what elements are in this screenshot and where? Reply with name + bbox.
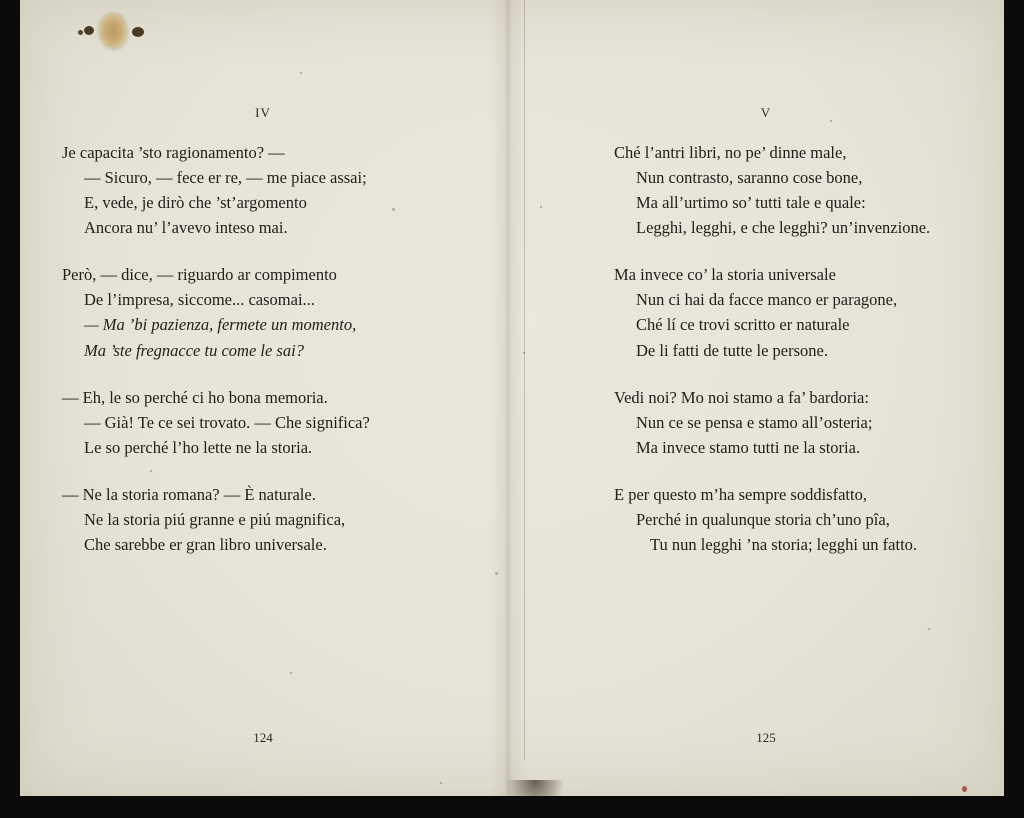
verse-body-right [614, 140, 1004, 579]
verse-line: Ne la storia piú granne e piú magnifica, [84, 509, 346, 529]
verse-line: Legghi, legghi, e che legghi? un’invenzione. [636, 218, 931, 238]
page-number-right: 125 [756, 730, 776, 745]
verse-body-left [62, 140, 492, 579]
stanza [614, 385, 1004, 460]
stanza [62, 385, 492, 460]
verse-line: Però, — dice, — riguardo ar compimento [62, 265, 337, 285]
verse-line: Ancora nu’ l’avevo inteso mai. [84, 218, 288, 238]
verse-line: Ma all’urtimo so’ tutti tale e quale: [636, 193, 866, 213]
verse-line: — Già! Te ce sei trovato. — Che significa? [84, 412, 370, 432]
verse-line: Nun ce se pensa e stamo all’osteria; [636, 412, 873, 432]
verse-line: Ma ’ste fregnacce tu come le sai? [84, 340, 304, 360]
verse-line: E, vede, je dirò che ’st’argomento [84, 193, 307, 213]
verse-line: Ma invece stamo tutti ne la storia. [636, 437, 861, 457]
verse-line: Ma invece co’ la storia universale [614, 265, 836, 285]
stanza [62, 482, 492, 557]
page-left [18, 0, 508, 800]
stanza [614, 262, 1004, 362]
stanza [614, 482, 1004, 557]
verse-line: De li fatti de tutte le persone. [636, 340, 828, 360]
verse-line: — Ne la storia romana? — È naturale. [62, 484, 316, 504]
verse-line: Vedi noi? Mo noi stamo a fa’ bardoria: [614, 387, 869, 407]
verse-line: Ché l’antri libri, no pe’ dinne male, [614, 143, 847, 162]
verse-line: Tu nun legghi ’na storia; legghi un fatto. [650, 535, 918, 555]
book-bottom-edge [0, 796, 1024, 818]
verse-line: Je capacita ’sto ragionamento? — [62, 143, 285, 162]
verse-line: Le so perché l’ho lette ne la storia. [84, 437, 313, 457]
verse-line: De l’impresa, siccome... casomai... [84, 290, 315, 310]
stanza [62, 262, 492, 362]
section-number-left: IV [255, 105, 271, 120]
page-number-left: 124 [253, 730, 273, 745]
verse-line: Nun contrasto, saranno cose bone, [636, 168, 863, 188]
verse-line: Ché lí ce trovi scritto er naturale [636, 315, 850, 335]
stanza [62, 140, 492, 240]
verse-line: — Ma ’bi pazienza, fermete un momento, [84, 315, 357, 335]
gutter-fold-line [524, 0, 525, 760]
verse-line: Nun ci hai da facce manco er paragone, [636, 290, 898, 310]
verse-line: Perché in qualunque storia ch’uno pîa, [636, 509, 890, 529]
red-ink-speck [962, 786, 967, 792]
verse-line: Che sarebbe er gran libro universale. [84, 535, 327, 555]
verse-line: — Eh, le so perché ci ho bona memoria. [62, 387, 328, 407]
page-right [526, 0, 1006, 800]
verse-line: — Sicuro, — fece er re, — me piace assai; [84, 168, 367, 188]
scan-left-border [0, 0, 20, 818]
verse-line: E per questo m’ha sempre soddisfatto, [614, 484, 867, 504]
scan-right-border [1004, 0, 1024, 818]
section-number-right: V [760, 105, 772, 120]
stanza [614, 140, 1004, 240]
